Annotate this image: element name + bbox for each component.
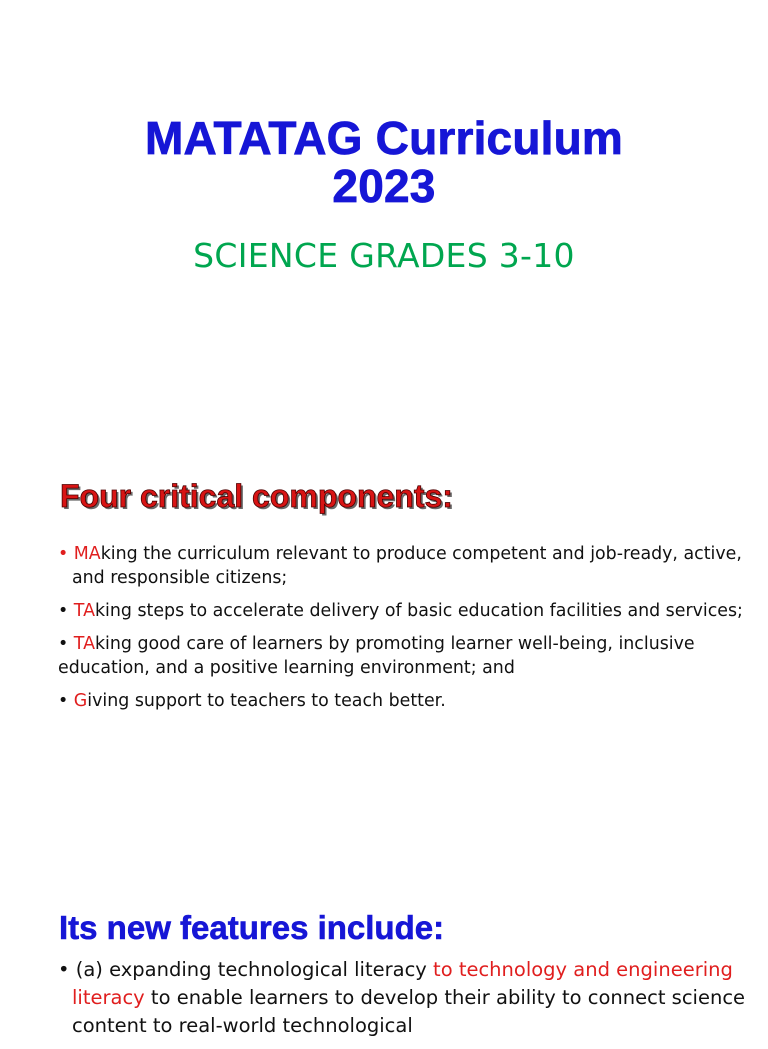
bullet-text: king good care of learners by promoting learner well-being, inclusive education, and a positive learning environment; and (58, 634, 695, 678)
bullet-text-suffix: to enable learners to develop their ability to connect science content to real-world technological (72, 986, 746, 1037)
bullet-dot: • (58, 958, 70, 981)
bullet-highlight: to technology and engineering literacy (72, 958, 733, 1009)
list-item (58, 632, 748, 680)
bullet-text: king steps to accelerate delivery of basic education facilities and services; (94, 601, 743, 621)
title-line-2: 2023 (332, 160, 436, 212)
bullet-text-prefix: (a) expanding technological literacy (75, 958, 434, 981)
bullet-text: king the curriculum relevant to produce competent and job-ready, active, and responsible citizens; (72, 544, 742, 588)
list-item (58, 599, 748, 623)
page-title (0, 114, 768, 210)
bullet-lead: TA (73, 601, 95, 621)
page-subtitle: SCIENCE GRADES 3-10 (193, 236, 575, 275)
bullet-lead: G (73, 691, 88, 711)
components-list (58, 542, 748, 722)
list-item (58, 689, 748, 713)
bullet-dot: • (58, 634, 69, 654)
features-heading: Its new features include: (59, 909, 445, 946)
features-list (58, 956, 748, 1049)
components-heading: Four critical components: (60, 478, 453, 514)
list-item (58, 956, 748, 1040)
bullet-text: iving support to teachers to teach better. (87, 691, 446, 711)
bullet-dot: • (58, 691, 69, 711)
title-line-1: MATATAG Curriculum (144, 112, 624, 164)
bullet-dot: • (58, 544, 69, 564)
bullet-dot: • (58, 601, 69, 621)
list-item (58, 542, 748, 590)
bullet-lead: MA (73, 544, 101, 564)
bullet-lead: TA (73, 634, 95, 654)
